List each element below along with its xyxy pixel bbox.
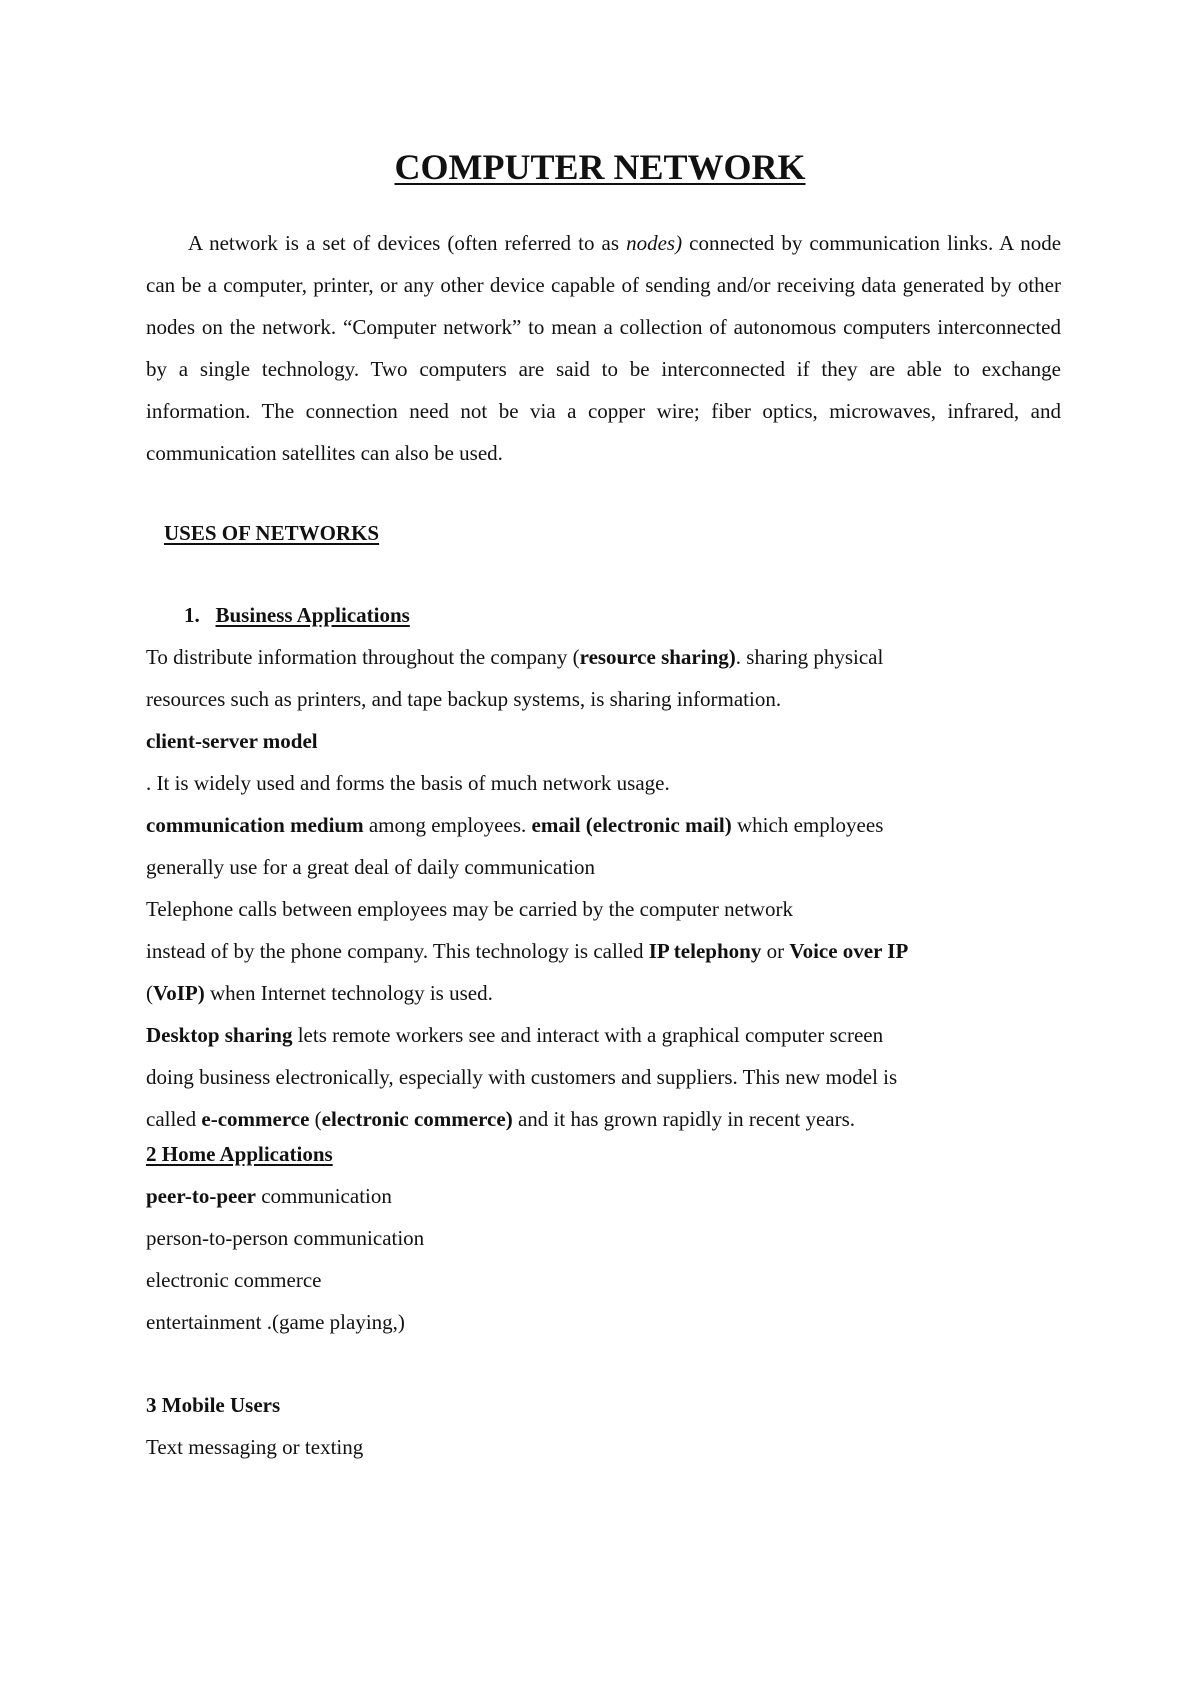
intro-part-2: connected by communication links. A node can be a computer, printer, or any other device capable of sending and/or receiving data generated by other nodes on the network. “Computer network” to mean a collection of autonomous computers interconnected by a single technology. Two computers are said to be interconnected if they are able to exchange information. The connection need not be via a copper wire; fiber optics, microwaves, infrared, and communication satellites can also be used. bbox=[146, 231, 1062, 465]
bold-run: Desktop sharing bbox=[146, 1023, 293, 1047]
text-run: . sharing physical bbox=[735, 645, 884, 669]
home-heading: 2 Home Applications bbox=[146, 1142, 333, 1166]
bold-run: communication medium bbox=[146, 813, 364, 837]
intro-text bbox=[146, 222, 1061, 474]
home-line-4: entertainment .(game playing,) bbox=[146, 1310, 405, 1334]
text-run: lets remote workers see and interact with a graphical computer screen bbox=[292, 1023, 884, 1047]
bold-run: VoIP) bbox=[153, 981, 205, 1005]
bold-run: resource sharing) bbox=[579, 645, 736, 669]
business-heading bbox=[146, 594, 1066, 636]
home-line-3: electronic commerce bbox=[146, 1268, 322, 1292]
bold-run: Voice over IP bbox=[789, 939, 909, 963]
intro-part-1: A network is a set of devices (often referred to as bbox=[188, 231, 627, 255]
uses-heading: USES OF NETWORKS bbox=[164, 521, 380, 545]
business-line-8 bbox=[146, 930, 1066, 972]
text-run: ( bbox=[146, 981, 153, 1005]
intro-nodes-italic: nodes) bbox=[626, 231, 683, 255]
business-line-10 bbox=[146, 1014, 1066, 1056]
text-run: instead of by the phone company. This technology is called bbox=[146, 939, 649, 963]
home-line-2: person-to-person communication bbox=[146, 1226, 425, 1250]
intro-paragraph bbox=[146, 222, 1061, 474]
mobile-line-1: Text messaging or texting bbox=[146, 1435, 364, 1459]
business-line-9 bbox=[146, 972, 1066, 1014]
text-run: which employees bbox=[731, 813, 884, 837]
text-run: communication bbox=[255, 1184, 392, 1208]
business-line-11: doing business electronically, especially with customers and suppliers. This new model is bbox=[146, 1065, 898, 1089]
text-run: when Internet technology is used. bbox=[204, 981, 493, 1005]
bold-run: peer-to-peer bbox=[146, 1184, 256, 1208]
text-run: To distribute information throughout the company ( bbox=[146, 645, 580, 669]
bold-run: electronic commerce) bbox=[321, 1107, 513, 1131]
text-run: among employees. bbox=[363, 813, 532, 837]
business-line-5 bbox=[146, 804, 1066, 846]
text-run: ( bbox=[309, 1107, 322, 1131]
business-line-4: . It is widely used and forms the basis of much network usage. bbox=[146, 771, 670, 795]
business-heading-number: 1. bbox=[184, 603, 200, 627]
uses-heading-block bbox=[164, 512, 1084, 554]
home-section bbox=[146, 1133, 1066, 1343]
business-line-2: resources such as printers, and tape backup systems, is sharing information. bbox=[146, 687, 782, 711]
bold-run: e-commerce bbox=[201, 1107, 310, 1131]
business-line-3 bbox=[146, 720, 1066, 762]
business-section bbox=[146, 594, 1066, 1140]
bold-run: email (electronic mail) bbox=[531, 813, 732, 837]
text-run: or bbox=[761, 939, 790, 963]
mobile-heading: 3 Mobile Users bbox=[146, 1393, 281, 1417]
business-line-6: generally use for a great deal of daily communication bbox=[146, 855, 595, 879]
business-heading-text: Business Applications bbox=[215, 603, 410, 627]
text-run: called bbox=[146, 1107, 202, 1131]
page-title: COMPUTER NETWORK bbox=[394, 147, 806, 187]
bold-run: client-server model bbox=[146, 729, 318, 753]
business-line-1 bbox=[146, 636, 1066, 678]
home-line-1 bbox=[146, 1175, 1066, 1217]
bold-run: IP telephony bbox=[648, 939, 762, 963]
mobile-section bbox=[146, 1384, 1066, 1468]
text-run: and it has grown rapidly in recent years. bbox=[512, 1107, 856, 1131]
business-line-7: Telephone calls between employees may be carried by the computer network bbox=[146, 897, 793, 921]
